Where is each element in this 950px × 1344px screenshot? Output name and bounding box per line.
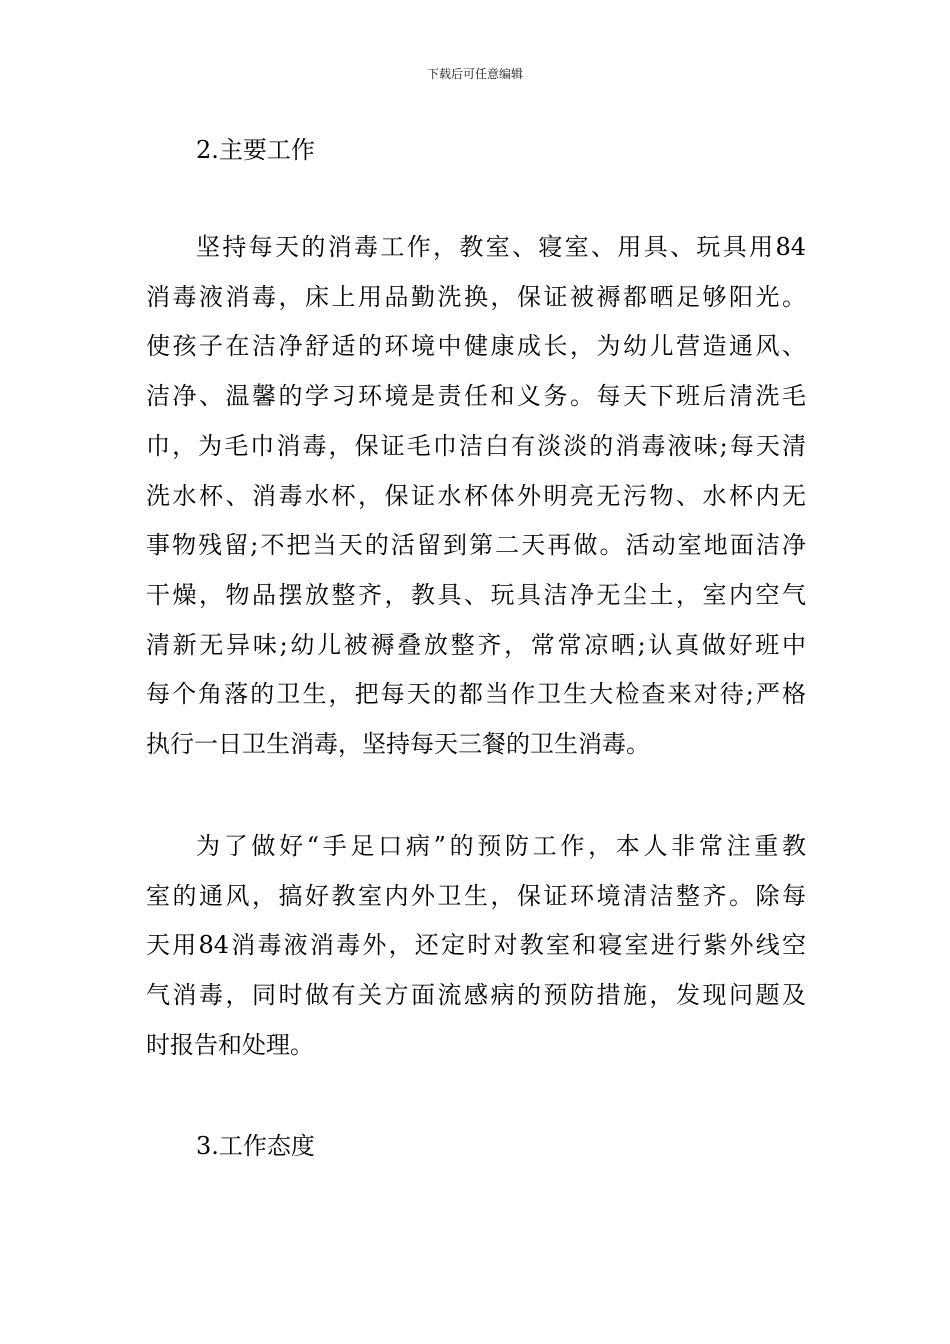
paragraph-line: 巾，为毛巾消毒，保证毛巾洁白有淡淡的消毒液味;每天清 [146,431,806,460]
paragraph-line: 消毒液消毒，床上用品勤洗换，保证被褥都晒足够阳光。 [146,282,806,311]
paragraph-disinfection [146,223,806,770]
header-note: 下载后可任意编辑 [426,67,523,81]
paragraph-line: 坚持每天的消毒工作，教室、寝室、用具、玩具用84 [196,233,806,261]
section-heading-work-attitude: 3.工作态度 [196,1132,315,1160]
paragraph-line: 使孩子在洁净舒适的环境中健康成长，为幼儿营造通风、 [146,332,806,361]
paragraph-line: 每个角落的卫生，把每天的都当作卫生大检查来对待;严格 [146,680,806,709]
paragraph-line: 执行一日卫生消毒，坚持每天三餐的卫生消毒。 [146,730,650,759]
paragraph-line: 事物残留;不把当天的活留到第二天再做。活动室地面洁净 [146,531,806,560]
paragraph-hand-foot-mouth [146,822,806,1071]
paragraph-line: 为了做好“手足口病”的预防工作，本人非常注重教 [196,832,806,860]
paragraph-line: 清新无异味;幼儿被褥叠放整齐，常常凉晒;认真做好班中 [146,630,806,659]
paragraph-line: 天用84消毒液消毒外，还定时对教室和寝室进行紫外线空 [146,931,806,960]
paragraph-line: 室的通风，搞好教室内外卫生，保证环境清洁整齐。除每 [146,881,806,910]
paragraph-line: 气消毒，同时做有关方面流感病的预防措施，发现问题及 [146,981,806,1010]
section-heading-main-work: 2.主要工作 [196,136,315,164]
paragraph-line: 干燥，物品摆放整齐，教具、玩具洁净无尘土，室内空气 [146,580,806,609]
paragraph-line: 时报告和处理。 [146,1030,314,1059]
paragraph-line: 洁净、温馨的学习环境是责任和义务。每天下班后清洗毛 [146,382,806,411]
paragraph-line: 洗水杯、消毒水杯，保证水杯体外明亮无污物、水杯内无 [146,481,806,510]
